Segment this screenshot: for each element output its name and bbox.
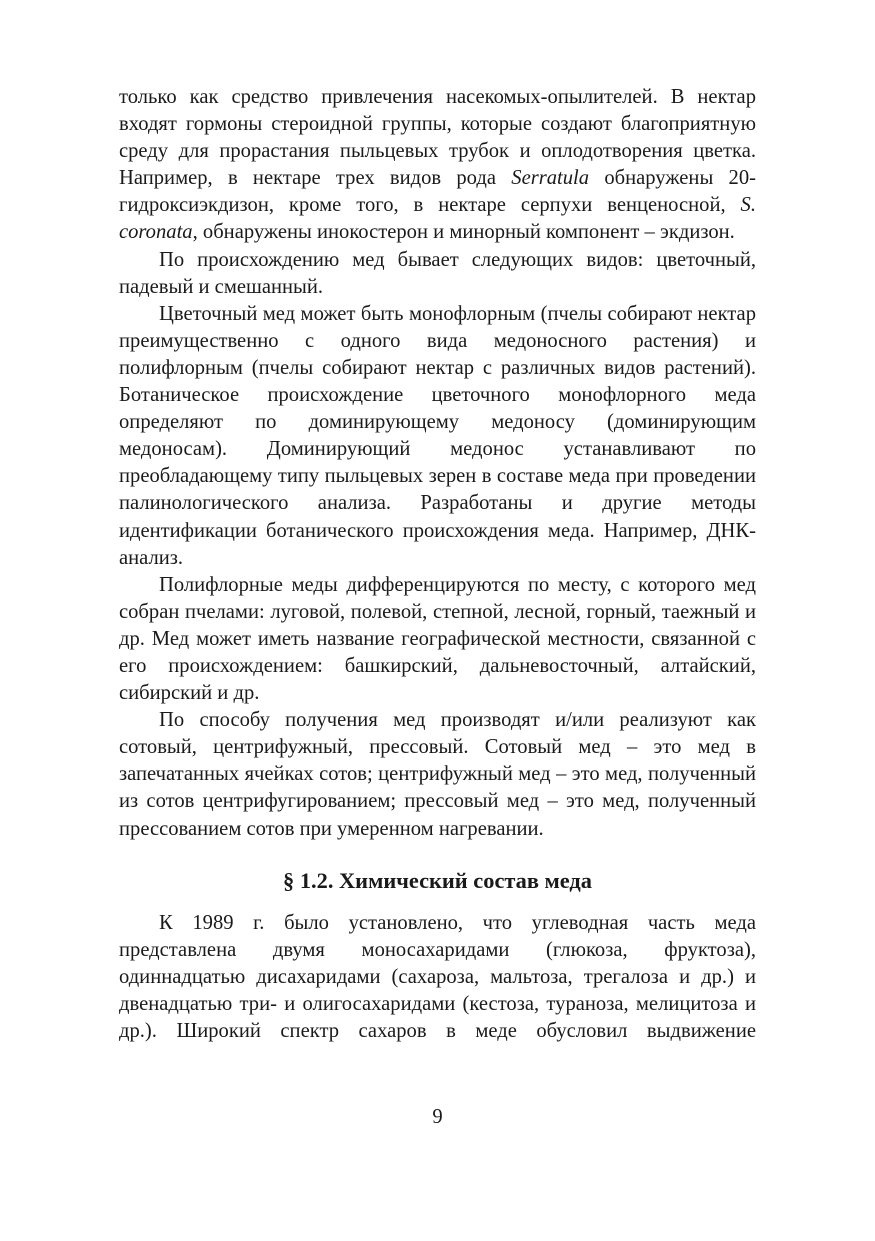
page-body bbox=[119, 84, 756, 1045]
paragraph-production-method: По способу получения мед производят и/или реализуют как сотовый, центрифужный, прессовый. Сотовый мед – это мед в запечатанных ячейках сотов; центрифужный мед – это мед, полученный из сотов центрифугированием; прессовый мед – это мед, полученный прессованием сотов при умеренном нагревании. bbox=[119, 709, 756, 840]
paragraph-text: , обнаружены инокостерон и минорный компонент – экдизон. bbox=[192, 221, 735, 244]
paragraph-polyfloral-honey: Полифлорные меды дифференцируются по месту, с которого мед собран пчелами: луговой, полевой, степной, лесной, горный, таежный и др. Мед может иметь название географической местности, связанной с его происхождением: башкирский, дальневосточный, алтайский, сибирский и др. bbox=[119, 573, 756, 705]
paragraph-text: обнаружены 20-гидроксиэкдизон, кроме того, в нектаре серпухи венценосной, bbox=[119, 167, 756, 217]
section-heading: § 1.2. Химический состав меда bbox=[283, 867, 592, 893]
paragraph-nectar-hormones bbox=[119, 84, 756, 247]
species-name-serratula: Serratula bbox=[511, 167, 590, 190]
paragraph-chemical-composition: К 1989 г. было установлено, что углеводная часть меда представлена двумя моносахаридами (глюкоза, фруктоза), одиннадцатью дисахаридами (сахароза, мальтоза, трегалоза и др.) и двенадцатью три- и олигосахаридами (кестоза, тураноза, мелицитоза и др.). Широкий спектр сахаров в меде обусловил выдвижение bbox=[119, 911, 756, 1042]
paragraph-honey-origin-types: По происхождению мед бывает следующих видов: цветочный, падевый и смешанный. bbox=[119, 248, 756, 298]
species-name-s-coronata: S. coronata bbox=[119, 194, 756, 244]
paragraph-flower-honey: Цветочный мед может быть монофлорным (пчелы собирают нектар преимущественно с одного вида медоносного растения) и полифлорным (пчелы собирают нектар с различных видов растений). Ботаническое происхождение цветочного монофлорного меда определяют по доминирующему медоносу (доминирующим медоносам). Доминирующий медонос устанавливают по преобладающему типу пыльцевых зерен в составе меда при проведении палинологического анализа. Разработаны и другие методы идентификации ботанического происхождения меда. Например, ДНК-анализ. bbox=[119, 302, 756, 569]
paragraph-text: только как средство привлечения насекомых-опылителей. В нектар входят гормоны стероидной группы, которые создают благоприятную среду для прорастания пыльцевых трубок и оплодотворения цветка. Например, в нектаре трех видов рода bbox=[119, 86, 756, 190]
page-number: 9 bbox=[432, 1106, 443, 1128]
